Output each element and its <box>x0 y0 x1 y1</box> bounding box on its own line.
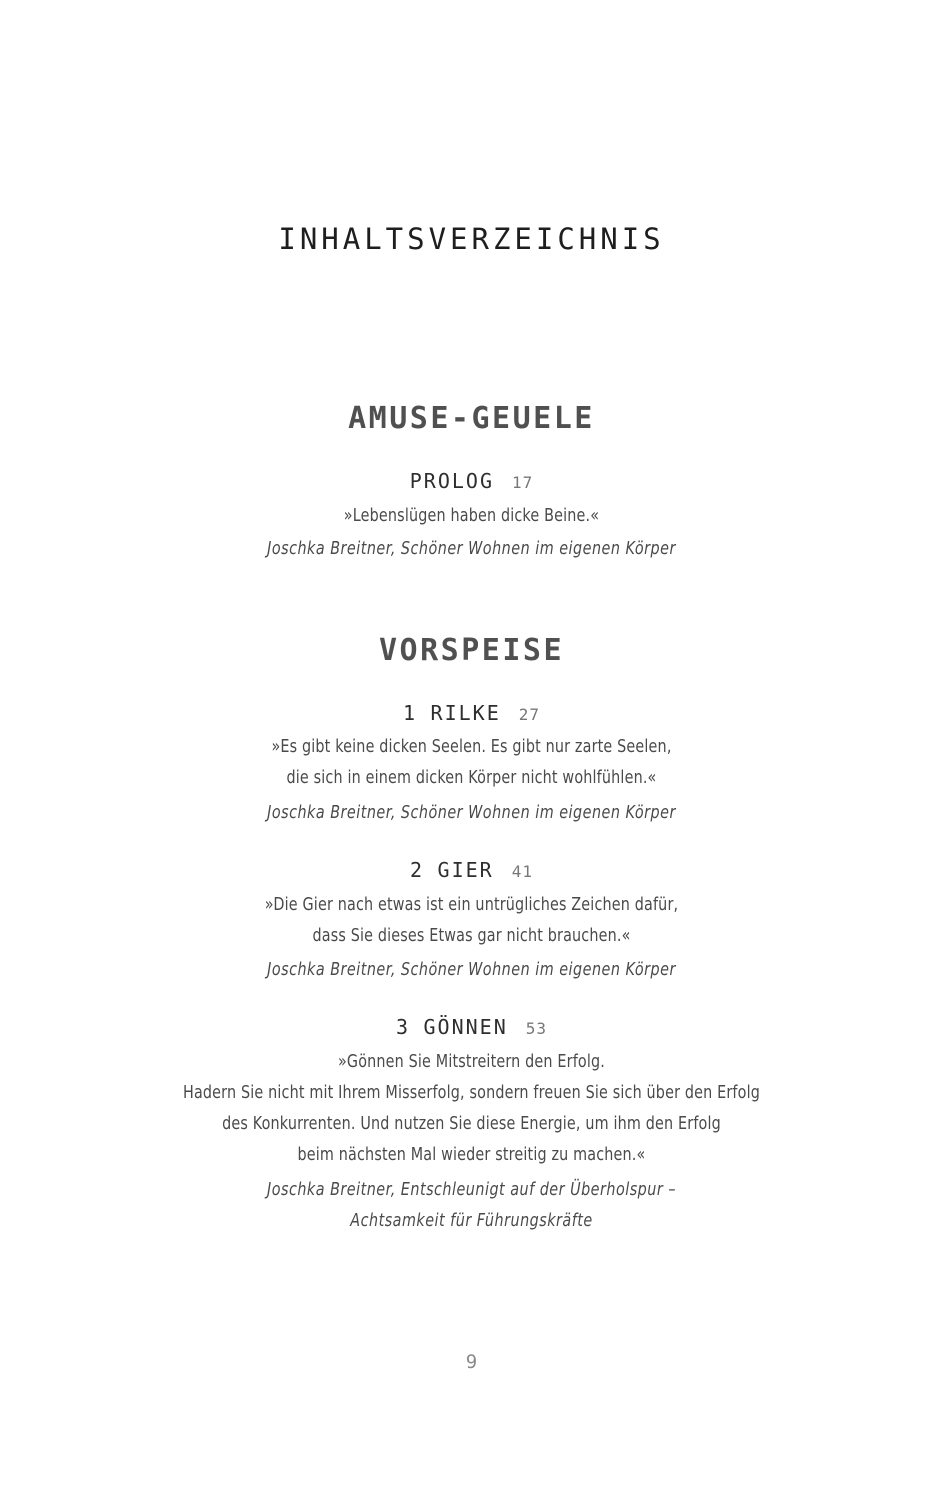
chapter-entry-rilke <box>0 701 943 725</box>
chapter-quote-source: Joschka Breitner, Schöner Wohnen im eigenen Körper <box>267 803 676 823</box>
chapter-quote-line: »Gönnen Sie Mitstreitern den Erfolg. <box>337 1052 606 1072</box>
chapter-entry-prolog <box>0 469 943 493</box>
chapter-title: GÖNNEN <box>423 1015 508 1039</box>
chapter-quote-source: Joschka Breitner, Schöner Wohnen im eigenen Körper <box>267 539 676 559</box>
chapter-quote-line: dass Sie dieses Etwas gar nicht brauchen.« <box>312 926 631 946</box>
chapter-quote-source: Achtsamkeit für Führungskräfte <box>350 1211 593 1231</box>
chapter-entry-goennen <box>0 1015 943 1039</box>
chapter-title: PROLOG <box>409 469 494 493</box>
chapter-quote-source: Joschka Breitner, Schöner Wohnen im eigenen Körper <box>267 960 676 980</box>
chapter-number: 3 <box>395 1015 410 1039</box>
chapter-number: 2 <box>410 858 424 882</box>
chapter-title: GIER <box>437 858 494 882</box>
chapter-quote-line: »Die Gier nach etwas ist ein untrügliches Zeichen dafür, <box>264 895 679 915</box>
chapter-quote-line: »Lebenslügen haben dicke Beine.« <box>343 506 600 526</box>
chapter-quote-line: beim nächsten Mal wieder streitig zu machen.« <box>297 1145 646 1165</box>
chapter-quote-line: »Es gibt keine dicken Seelen. Es gibt nur zarte Seelen, <box>271 737 672 757</box>
chapter-number: 1 <box>402 701 417 725</box>
chapter-quote-line: die sich in einem dicken Körper nicht wohlfühlen.« <box>286 768 657 788</box>
chapter-page-number: 27 <box>518 705 541 724</box>
chapter-page-number: 53 <box>525 1019 548 1038</box>
toc-heading: INHALTSVERZEICHNIS <box>278 222 665 256</box>
chapter-quote-source: Joschka Breitner, Entschleunigt auf der Überholspur – <box>266 1180 676 1200</box>
section-title-amuse-geuele: AMUSE-GEUELE <box>348 401 595 436</box>
chapter-page-number: 41 <box>511 862 533 881</box>
chapter-quote-line: Hadern Sie nicht mit Ihrem Misserfolg, sondern freuen Sie sich über den Erfolg <box>182 1083 760 1103</box>
chapter-entry-gier <box>0 858 943 882</box>
section-title-vorspeise: VORSPEISE <box>378 633 565 668</box>
chapter-quote-line: des Konkurrenten. Und nutzen Sie diese Energie, um ihm den Erfolg <box>222 1114 721 1134</box>
chapter-title: RILKE <box>430 701 501 725</box>
chapter-page-number: 17 <box>511 473 534 492</box>
page-number: 9 <box>465 1351 478 1373</box>
